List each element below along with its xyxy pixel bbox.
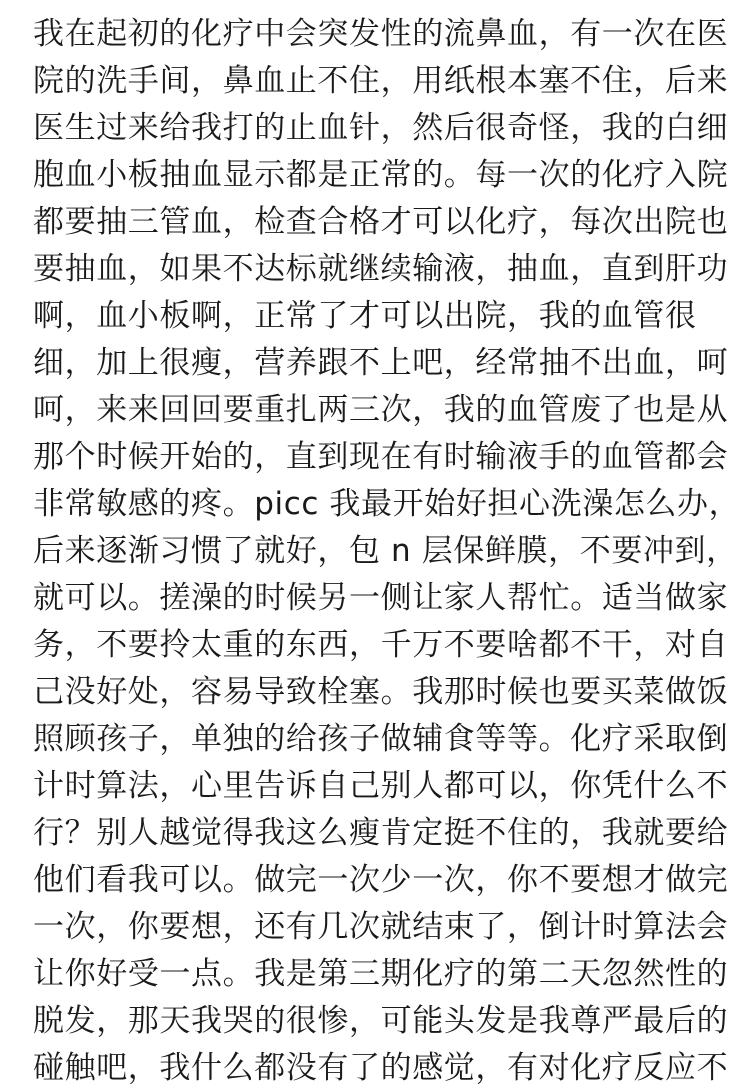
post-line: 那个时候开始的，直到现在有时输液手的血管都会 (33, 439, 729, 475)
post-line: 行？别人越觉得我这么瘦肯定挺不住的，我就要给 (33, 815, 729, 851)
post-line: 医生过来给我打的止血针，然后很奇怪，我的白细 (33, 110, 729, 146)
post-line: 后来逐渐习惯了就好，包 n 层保鲜膜，不要冲到， (33, 533, 738, 569)
post-line: 呵，来来回回要重扎两三次，我的血管废了也是从 (33, 392, 729, 428)
post-line: 计时算法，心里告诉自己别人都可以，你凭什么不 (33, 768, 729, 804)
post-line: 碰触吧，我什么都没有了的感觉，有对化疗反应不 (33, 1050, 729, 1086)
post-line: 胞血小板抽血显示都是正常的。每一次的化疗入院 (33, 157, 729, 193)
post-line: 我在起初的化疗中会突发性的流鼻血，有一次在医 (33, 16, 729, 52)
post-line: 己没好处，容易导致栓塞。我那时候也要买菜做饭 (33, 674, 729, 710)
post-line: 脱发，那天我哭的很惨，可能头发是我尊严最后的 (33, 1003, 729, 1039)
post-line: 啊，血小板啊，正常了才可以出院，我的血管很 (33, 298, 697, 334)
post-line: 一次，你要想，还有几次就结束了，倒计时算法会 (33, 909, 729, 945)
post-line: 细，加上很瘦，营养跟不上吧，经常抽不出血，呵 (33, 345, 729, 381)
post-body (33, 11, 741, 1092)
post-line: 照顾孩子，单独的给孩子做辅食等等。化疗采取倒 (33, 721, 729, 757)
post-line: 院的洗手间，鼻血止不住，用纸根本塞不住，后来 (33, 63, 729, 99)
post-line: 让你好受一点。我是第三期化疗的第二天忽然性的 (33, 956, 729, 992)
post-line: 他们看我可以。做完一次少一次，你不要想才做完 (33, 862, 729, 898)
post-line: 要抽血，如果不达标就继续输液，抽血，直到肝功 (33, 251, 729, 287)
post-line: 务，不要拎太重的东西，千万不要啥都不干，对自 (33, 627, 729, 663)
post-line: 非常敏感的疼。picc 我最开始好担心洗澡怎么办， (33, 486, 741, 522)
post-line: 就可以。搓澡的时候另一侧让家人帮忙。适当做家 (33, 580, 729, 616)
post-line: 都要抽三管血，检查合格才可以化疗，每次出院也 (33, 204, 729, 240)
